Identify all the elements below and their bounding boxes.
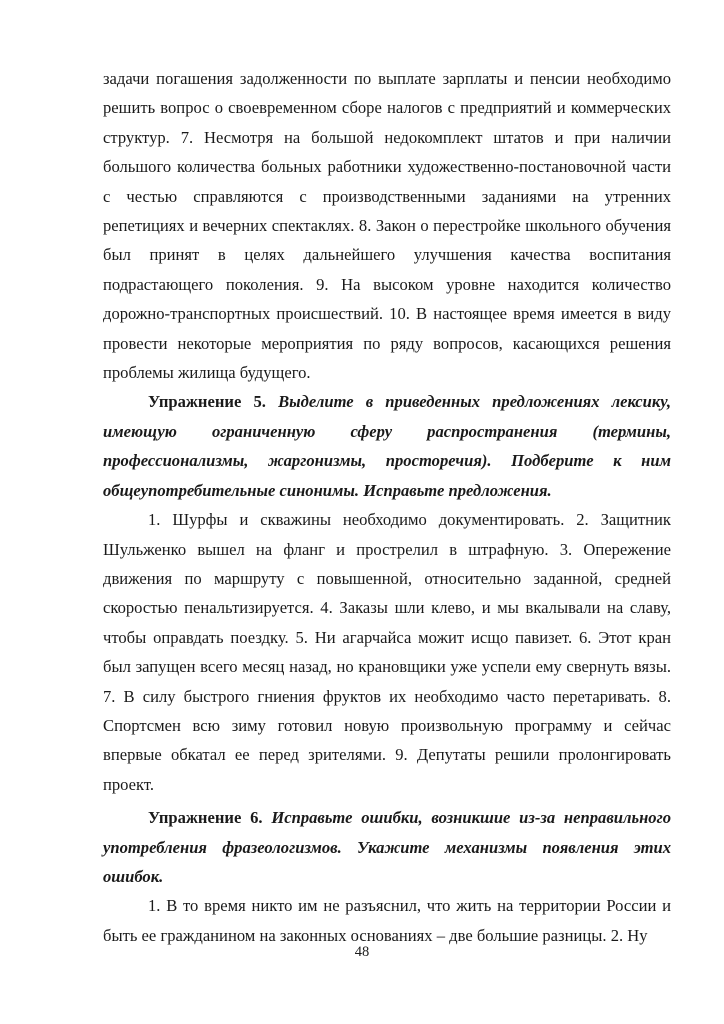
exercise-6-heading <box>103 803 671 891</box>
exercise-5-heading <box>103 387 671 505</box>
exercise-6-task: Исправьте ошибки, возникшие из-за неправильного употребления фразеологизмов. Укажите механизмы появления этих ошибок. <box>103 808 671 886</box>
exercise-5-task: Выделите в приведенных предложениях лексику, имеющую ограниченную сферу распространения (термины, профессионализмы, жаргонизмы, просторечия). Подберите к ним общеупотребительные синонимы. Исправьте предложения. <box>103 392 671 500</box>
document-page <box>103 64 671 950</box>
exercise-6-label: Упражнение 6. <box>148 808 263 828</box>
exercise-5-text: 1. Шурфы и скважины необходимо документировать. 2. Защитник Шульженко вышел на фланг и прострелил в штрафную. 3. Опережение движения по маршруту с повышенной, относительно заданной, средней скоростью пенальтизируется. 4. Заказы шли клево, и мы вкалывали на славу, чтобы оправдать поездку. 5. Ни агарчайса можит исщо павизет. 6. Этот кран был запущен всего месяц назад, но крановщики уже успели ему свернуть вязы. 7. В силу быстрого гниения фруктов их необходимо часто перетаривать. 8. Спортсмен всю зиму готовил новую произвольную программу и сейчас впервые обкатал ее перед зрителями. 9. Депутаты решили пролонгировать проект. <box>103 510 671 794</box>
continued-paragraph: задачи погашения задолженности по выплате зарплаты и пенсии необходимо решить вопрос о своевременном сборе налогов с предприятий и коммерческих структур. 7. Несмотря на большой недокомплект штатов и при наличии большого количества больных работники художественно-постановочной части с честью справляются с производственными заданиями на утренних репетициях и вечерних спектаклях. 8. Закон о перестройке школьного обучения был принят в целях дальнейшего улучшения качества воспитания подрастающего поколения. 9. На высоком уровне находится количество дорожно-транспортных происшествий. 10. В настоящее время имеется в виду провести некоторые мероприятия по ряду вопросов, касающихся решения проблемы жилища будущего. <box>103 69 671 383</box>
exercise-5-label: Упражнение 5. <box>148 392 266 412</box>
page-number: 48 <box>354 944 370 960</box>
exercise-6-text: 1. В то время никто им не разъяснил, что жить на территории России и быть ее гражданином на законных основаниях – две большие разницы. 2. Ну <box>103 896 671 945</box>
